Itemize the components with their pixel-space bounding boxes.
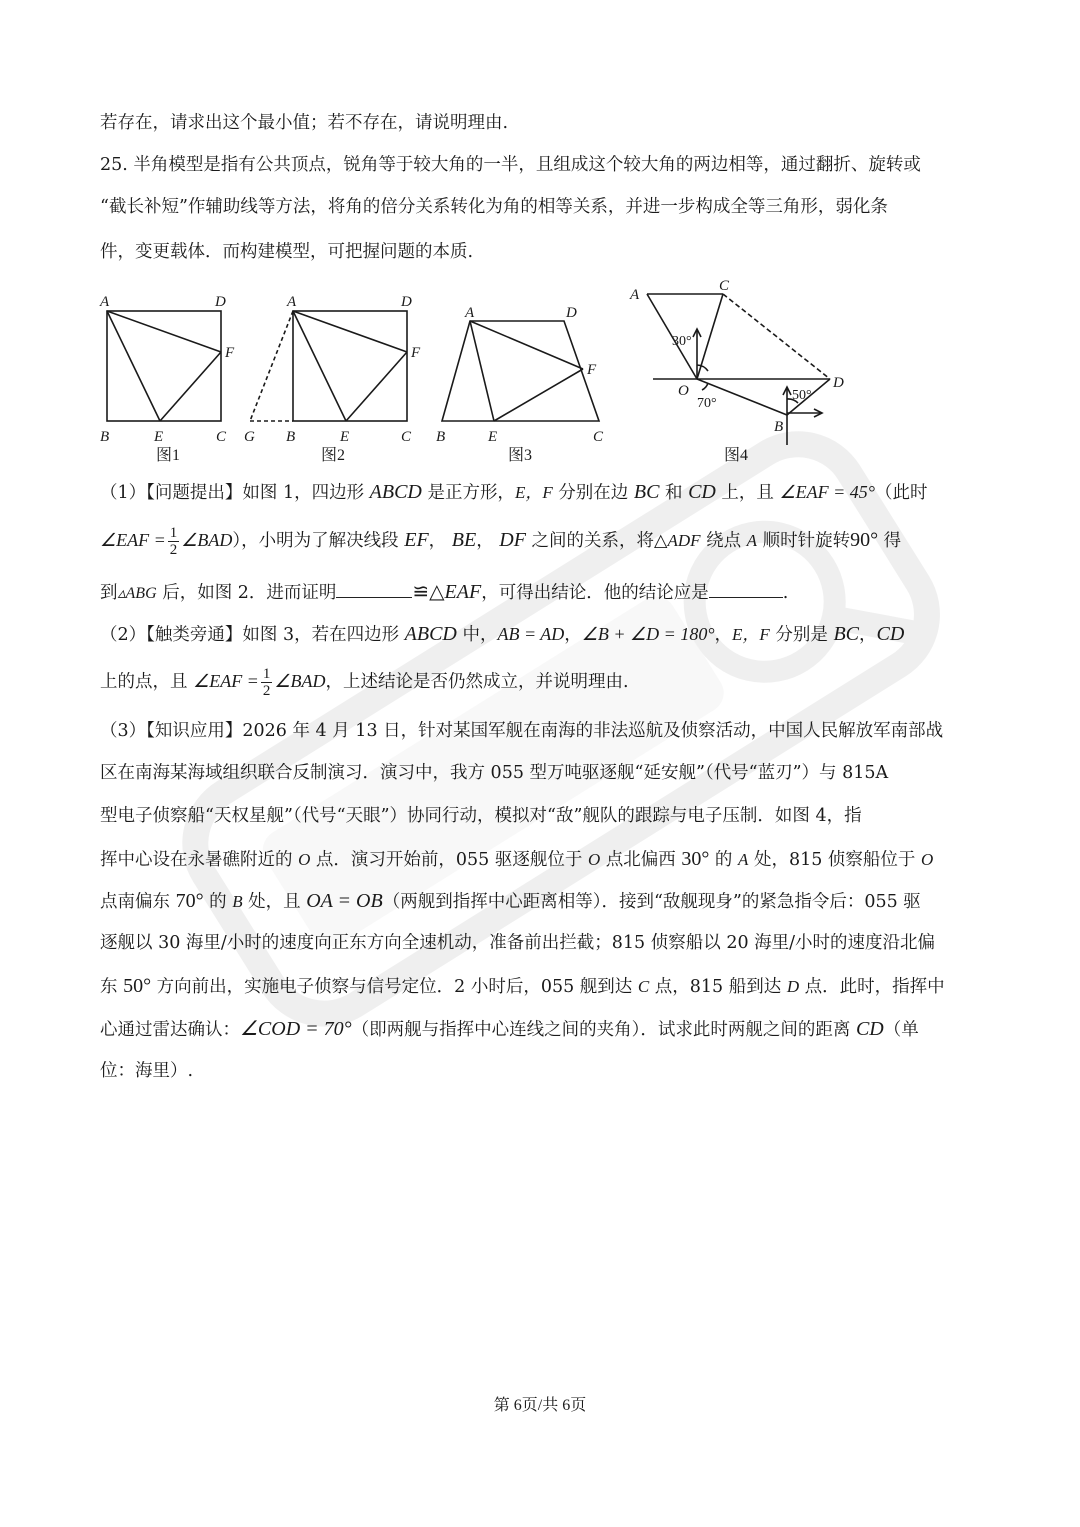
q3-angle-cod: ∠COD = 70°	[240, 1018, 352, 1040]
fig3-label: 图3	[508, 447, 533, 464]
problem-25-line-2: “截长补短”作辅助线等方法，将角的倍分关系转化为角的相等关系，并进一步构成全等三角形，弱化条	[100, 197, 888, 217]
q1-abcd: ABCD	[369, 481, 422, 503]
q2-text-a: （2）【触类旁通】如图 3，若在四边形	[100, 625, 405, 645]
fig2-pt-e: E	[340, 429, 350, 445]
q1-text-o: .	[782, 583, 789, 603]
q3-line-5	[100, 887, 985, 916]
q1-abg: ▵ABG	[117, 585, 157, 602]
q1-eaf: EAF	[444, 581, 482, 603]
q1-point-a: A	[746, 531, 758, 550]
q1-text-n: ，可得出结论．他的结论应是	[481, 583, 709, 603]
q1-text-l: 到	[100, 583, 118, 603]
q3-point-c: C	[637, 977, 650, 996]
fig4-label: 图4	[724, 447, 749, 464]
q1-text-a: （1）【问题提出】如图 1，四边形	[100, 483, 370, 503]
problem-25-line-1: 25. 半角模型是指有公共顶点，锐角等于较大角的一半，且组成这个较大角的两边相等，通过翻折、旋转或	[100, 155, 921, 175]
q1-blank-1[interactable]	[336, 577, 412, 598]
fig1-pt-c: C	[216, 429, 227, 445]
q3-text-a: 挥中心设在永暑礁附近的	[100, 850, 299, 870]
q1-text-d: 和	[659, 483, 689, 503]
fig3-pt-b: B	[436, 429, 446, 445]
fig4-angle-70: 70°	[697, 396, 717, 411]
q3-point-o-2: O	[587, 850, 601, 869]
q2-text-f: ，	[859, 625, 877, 645]
q2-abcd: ABCD	[404, 623, 457, 645]
fig1-pt-b: B	[100, 429, 110, 445]
q1-text-b: 是正方形，	[421, 483, 515, 503]
fig2-pt-d: D	[401, 294, 412, 310]
q3-line-3: 型电子侦察船“天权星舰”（代号“天眼”）协同行动，模拟对“敌”舰队的跟踪与电子压制．如图 4，指	[100, 806, 862, 826]
q2-ef-points: E，F	[732, 625, 770, 644]
q1-text-e: 上，且	[715, 483, 780, 503]
q1-ef-seg: EF	[404, 529, 429, 551]
fig4-pt-a: A	[630, 287, 640, 303]
q1-eaf-eq: ∠EAF =	[100, 530, 166, 550]
q3-text-p: （单	[883, 1020, 919, 1040]
fig1-pt-a: A	[100, 294, 110, 310]
q2-bc: BC	[833, 623, 860, 645]
q1-text-m: 后，如图 2．进而证明	[156, 583, 337, 603]
q1-deg-90: 90°	[850, 529, 879, 551]
intro-line-1: 若存在，请求出这个最小值；若不存在，请说明理由.	[100, 113, 509, 133]
fig1-pt-e: E	[154, 429, 164, 445]
q3-line-6: 逐舰以 30 海里/小时的速度向正东方向全速机动，准备前出拦截；815 侦察船以 20 海里/小时的速度沿北偏	[100, 933, 936, 953]
q2-text-g: 上的点，且	[100, 672, 194, 692]
q3-text-m: 点．此时，指挥中	[799, 977, 945, 997]
q1-text-g: ），小明为了解决线段	[232, 531, 405, 551]
fig3-pt-e: E	[488, 429, 498, 445]
q2-fraction-half: $\frac{1}{2}$	[262, 666, 271, 699]
q3-text-e: 处，815 侦察船位于	[748, 850, 921, 870]
fig2-pt-f: F	[411, 345, 421, 361]
fig2-pt-c: C	[401, 429, 412, 445]
q2-cd: CD	[876, 623, 905, 645]
q3-line-4	[100, 845, 985, 874]
fig2-pt-g: G	[244, 429, 255, 445]
fig2-pt-b: B	[286, 429, 296, 445]
q3-text-n: 心通过雷达确认：	[100, 1020, 240, 1040]
q3-text-i: （两舰到指挥中心距离相等）．接到“敌舰现身”的紧急指令后：055 驱	[382, 892, 921, 912]
figures	[90, 275, 950, 475]
q1-cd: CD	[688, 481, 716, 503]
q3-text-c: 点北偏西	[600, 850, 682, 870]
q3-text-j: 东	[100, 977, 124, 997]
q3-line-9: 位：海里）.	[100, 1061, 194, 1081]
q3-line-8	[100, 1015, 985, 1044]
q2-text-h: ，上述结论是否仍然成立，并说明理由.	[325, 672, 629, 692]
fig4-angle-30: 30°	[672, 334, 692, 349]
q3-text-b: 点．演习开始前，055 驱逐舰位于	[310, 850, 588, 870]
fig2-ag-dashed	[250, 311, 293, 421]
q1-angle-eaf-45: ∠EAF = 45°	[779, 482, 875, 502]
problem-25-line-3: 件，变更载体．而构建模型，可把握问题的本质.	[100, 242, 474, 262]
q1-sep-2: ，	[476, 531, 500, 551]
fig1-label: 图1	[156, 447, 181, 464]
q2-text-d: ，	[714, 625, 733, 645]
q1-sep-1: ，	[428, 531, 452, 551]
q3-point-o-1: O	[298, 850, 311, 869]
fig3-pt-a: A	[465, 305, 475, 321]
fig3-pt-c: C	[593, 429, 604, 445]
q1-text-j: 顺时针旋转	[757, 531, 851, 551]
q1-text-c: 分别在边	[552, 483, 634, 503]
q3-oa-ob: OA = OB	[306, 890, 383, 912]
q1-blank-2[interactable]	[709, 577, 783, 598]
fig4-angle-50: 50°	[792, 388, 812, 403]
fig1-pt-d: D	[215, 294, 226, 310]
q2-text-b: 中，	[456, 625, 498, 645]
fig1-square	[107, 311, 221, 421]
q3-point-a: A	[738, 850, 749, 869]
q3-deg-30: 30°	[681, 848, 710, 870]
q3-line-1: （3）【知识应用】2026 年 4 月 13 日，针对某国军舰在南海的非法巡航及侦察活动，中国人民解放军南部战	[100, 721, 944, 741]
q3-text-h: 处，且	[242, 892, 307, 912]
q1-be-seg: BE	[451, 529, 477, 551]
q1-ef-points: E，F	[514, 483, 553, 502]
q3-text-g: 的	[203, 892, 233, 912]
q2-angle-sum: ∠B + ∠D = 180°	[581, 624, 715, 644]
q2-line-1	[100, 620, 985, 649]
q1-line-2	[100, 523, 985, 558]
q3-line-7	[100, 972, 985, 1001]
q3-text-f: 点南偏东	[100, 892, 176, 912]
q3-point-d: D	[786, 977, 800, 996]
q1-fraction-half: $\frac{1}{2}$	[169, 525, 178, 558]
q1-adf: ADF	[667, 531, 701, 550]
q1-line-3	[100, 577, 985, 608]
q1-df-seg: DF	[499, 529, 526, 551]
q1-bad: ∠BAD	[181, 530, 233, 550]
q1-text-i: 绕点	[700, 531, 747, 551]
fig3-pt-f: F	[587, 362, 597, 378]
q3-cd-seg: CD	[855, 1018, 884, 1040]
q3-text-k: 方向前出，实施电子侦察与信号定位．2 小时后，055 舰到达	[151, 977, 638, 997]
q1-line-1	[100, 478, 985, 507]
fig4-pt-d: D	[833, 375, 844, 391]
fig1-ef	[160, 352, 221, 421]
fig4-pt-o: O	[678, 383, 689, 399]
fig4-cd-dashed	[723, 294, 830, 379]
fig2-square	[293, 311, 407, 421]
fig2-label: 图2	[321, 447, 346, 464]
fig1-pt-f: F	[225, 345, 235, 361]
q1-text-k: 得	[878, 531, 902, 551]
fig4-pt-c: C	[719, 278, 730, 294]
q1-bc: BC	[633, 481, 660, 503]
page-footer: 第 6页/共 6页	[493, 1397, 587, 1414]
q3-text-o: （即两舰与指挥中心连线之间的夹角）．试求此时两舰之间的距离	[351, 1020, 856, 1040]
q3-deg-50: 50°	[123, 975, 152, 997]
q3-point-o-3: O	[920, 850, 934, 869]
q3-deg-70: 70°	[175, 890, 204, 912]
q3-text-l: 点，815 船到达	[649, 977, 787, 997]
q2-line-2	[100, 664, 985, 699]
q2-ab-ad: AB = AD	[497, 624, 565, 644]
q3-line-2: 区在南海某海域组织联合反制演习．演习中，我方 055 型万吨驱逐舰“延安舰”（代号“蓝刃”）与 815A	[100, 763, 889, 783]
q1-text-h: 之间的关系，将△	[525, 531, 668, 551]
fig2-pt-a: A	[287, 294, 297, 310]
q1-congruent-symbol: ≌△	[412, 581, 445, 603]
q3-point-b: B	[232, 892, 243, 911]
q2-bad: ∠BAD	[274, 671, 326, 691]
q2-text-c: ，	[564, 625, 582, 645]
q2-eaf: ∠EAF =	[193, 671, 259, 691]
q3-text-d: 的	[709, 850, 738, 870]
q1-text-f: （此时	[874, 483, 928, 503]
q2-text-e: 分别是	[769, 625, 834, 645]
fig4-pt-b: B	[774, 419, 784, 435]
fig3-pt-d: D	[566, 305, 577, 321]
